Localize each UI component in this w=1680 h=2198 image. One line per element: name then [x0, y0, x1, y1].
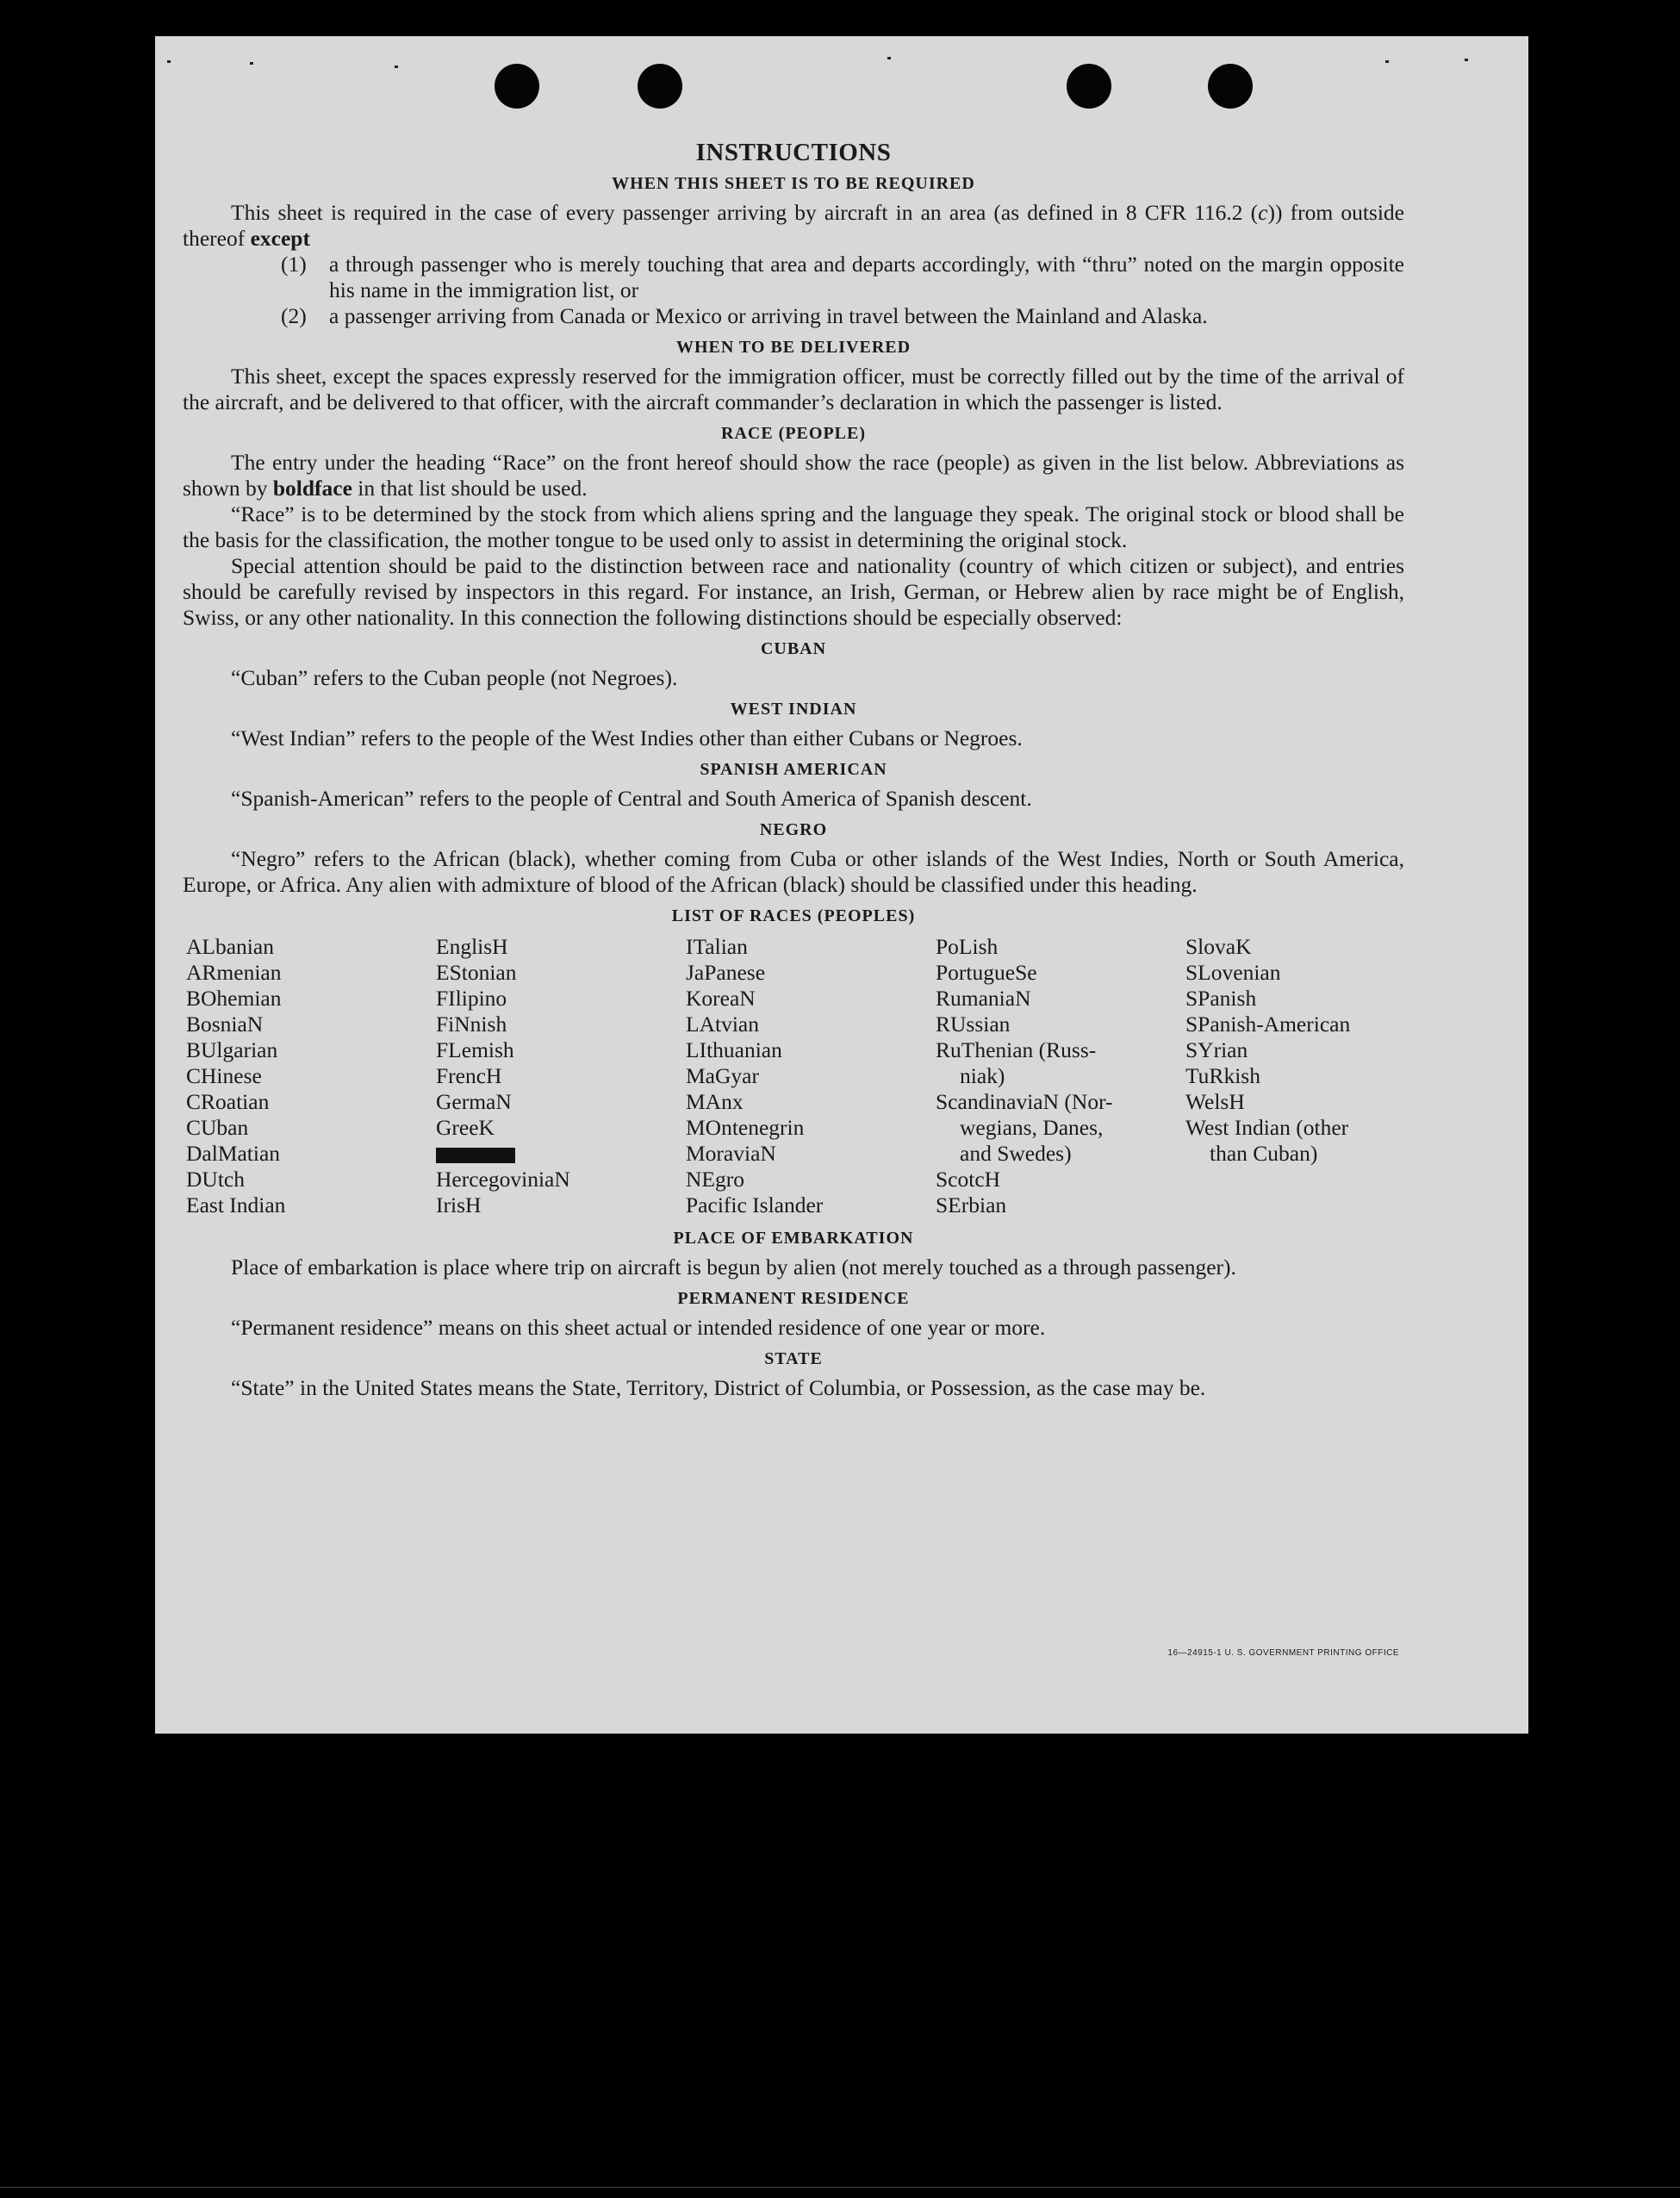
race-entry-redacted — [436, 1141, 686, 1167]
race-entry: CUban — [186, 1115, 249, 1140]
section-heading-state: STATE — [764, 1349, 823, 1368]
race-entry: wegians, Danes, — [960, 1115, 1104, 1140]
races-column — [936, 934, 1185, 1218]
race-entry: WelsH — [1185, 1089, 1245, 1114]
race-entry: ARmenian — [186, 960, 282, 985]
document-page — [155, 36, 1528, 1734]
race-entry: SlovaK — [1185, 934, 1252, 959]
race-entry: FIlipino — [436, 986, 507, 1011]
embarkation-text: Place of embarkation is place where trip on aircraft is begun by alien (not merely touched as a through passenger). — [231, 1255, 1236, 1280]
race-entry: EnglisH — [436, 934, 508, 959]
scan-edge-line — [0, 2187, 1680, 2188]
race-entry: IrisH — [436, 1192, 482, 1217]
speck — [1385, 60, 1389, 63]
race-entry: KoreaN — [686, 986, 756, 1011]
race-entry: PortugueSe — [936, 960, 1037, 985]
race-entry: MaGyar — [686, 1063, 759, 1088]
speck — [887, 57, 891, 59]
race-entry: ITalian — [686, 934, 748, 959]
section-heading-residence: PERMANENT RESIDENCE — [677, 1289, 910, 1308]
race-entry: CHinese — [186, 1063, 262, 1088]
race-entry: BosniaN — [186, 1012, 264, 1037]
section-heading-spanish-american: SPANISH AMERICAN — [700, 760, 887, 779]
race-entry: SPanish — [1185, 986, 1257, 1011]
race-entry: HercegoviniaN — [436, 1167, 570, 1192]
races-column — [686, 934, 936, 1218]
residence-text: “Permanent residence” means on this sheet actual or intended residence of one year or more. — [231, 1315, 1046, 1340]
page-title: INSTRUCTIONS — [695, 139, 892, 166]
required-item-1: (1) a through passenger who is merely touching that area and departs accordingly, with “thru” noted on the margin opposite his name in the immigration list, or — [281, 252, 1404, 302]
race-entry: DUtch — [186, 1167, 245, 1192]
race-entry: GermaN — [436, 1089, 512, 1114]
section-heading-west-indian: WEST INDIAN — [730, 700, 857, 719]
section-heading-delivered: WHEN TO BE DELIVERED — [675, 338, 912, 357]
state-text: “State” in the United States means the State, Territory, District of Columbia, or Possession, as the case may be. — [231, 1375, 1206, 1400]
race-entry: SPanish-American — [1185, 1012, 1351, 1037]
race-paragraph-2: “Race” is to be determined by the stock from which aliens spring and the language they speak. The original stock or blood shall be the basis for the classification, the mother tongue to be used only to assist in determining the original stock. — [183, 501, 1404, 552]
required-item-2: (2) a passenger arriving from Canada or Mexico or arriving in travel between the Mainland and Alaska. — [281, 303, 1208, 328]
race-entry: MAnx — [686, 1089, 744, 1114]
race-paragraph-3: Special attention should be paid to the distinction between race and nationality (country of which citizen or subject), and entries should be carefully revised by inspectors in this regard. For instance, an Irish, German, or Hebrew alien by race might be of English, Swiss, or any other nationality. In this connection the following distinctions should be especially observed: — [183, 553, 1404, 630]
section-heading-cuban: CUBAN — [760, 639, 827, 658]
speck — [167, 60, 171, 63]
punch-hole — [1208, 64, 1253, 109]
race-paragraph-1: The entry under the heading “Race” on the front hereof should show the race (people) as given in the list below. Abbreviations as shown by boldface in that list should be used. — [183, 450, 1404, 501]
section-heading-race: RACE (PEOPLE) — [721, 424, 866, 443]
race-entry: SLovenian — [1185, 960, 1281, 985]
print-code: 16—24915-1 U. S. GOVERNMENT PRINTING OFFICE — [1167, 1648, 1399, 1658]
race-entry: SYrian — [1185, 1037, 1248, 1062]
race-entry: FiNnish — [436, 1012, 507, 1037]
race-entry: GreeK — [436, 1115, 495, 1140]
redaction-mark — [436, 1148, 515, 1163]
race-entry: TuRkish — [1185, 1063, 1260, 1088]
west-indian-text: “West Indian” refers to the people of the West Indies other than either Cubans or Negroes. — [231, 725, 1023, 750]
section-heading-races-list: LIST OF RACES (PEOPLES) — [671, 906, 916, 925]
race-entry: CRoatian — [186, 1089, 270, 1114]
race-entry: JaPanese — [686, 960, 766, 985]
race-entry: West Indian (other — [1185, 1115, 1349, 1140]
race-entry: SErbian — [936, 1192, 1007, 1217]
race-entry: FrencH — [436, 1063, 502, 1088]
races-column — [436, 934, 686, 1218]
race-entry: niak) — [960, 1063, 1005, 1088]
race-entry: FLemish — [436, 1037, 514, 1062]
race-entry: BOhemian — [186, 986, 282, 1011]
race-entry: than Cuban) — [1210, 1141, 1318, 1166]
punch-hole — [495, 64, 539, 109]
punch-hole — [638, 64, 682, 109]
delivered-text: This sheet, except the spaces expressly reserved for the immigration officer, must be correctly filled out by the time of the arrival of the aircraft, and be delivered to that officer, with the aircraft commander’s declaration in which the passenger is listed. — [183, 364, 1404, 414]
race-entry: BUlgarian — [186, 1037, 278, 1062]
race-entry: and Swedes) — [960, 1141, 1072, 1166]
section-heading-negro: NEGRO — [759, 820, 828, 839]
cuban-text: “Cuban” refers to the Cuban people (not Negroes). — [231, 665, 678, 690]
spanish-american-text: “Spanish-American” refers to the people of Central and South America of Spanish descent. — [231, 786, 1032, 811]
race-entry: LAtvian — [686, 1012, 759, 1037]
speck — [395, 65, 398, 68]
race-entry: ScandinaviaN (Nor- — [936, 1089, 1113, 1114]
race-entry: RUssian — [936, 1012, 1011, 1037]
instructions-content — [183, 140, 1404, 1401]
speck — [250, 62, 253, 65]
required-intro: This sheet is required in the case of every passenger arriving by aircraft in an area (as defined in 8 CFR 116.2 (c)) from outside thereof except — [183, 200, 1404, 251]
race-entry: ALbanian — [186, 934, 274, 959]
race-entry: ScotcH — [936, 1167, 1001, 1192]
race-entry: NEgro — [686, 1167, 744, 1192]
race-entry: EStonian — [436, 960, 517, 985]
race-entry: DalMatian — [186, 1141, 281, 1166]
race-entry: MoraviaN — [686, 1141, 776, 1166]
race-entry: East Indian — [186, 1192, 286, 1217]
negro-text: “Negro” refers to the African (black), whether coming from Cuba or other islands of the West Indies, North or South America, Europe, or Africa. Any alien with admixture of blood of the African (black) should be classified under this heading. — [183, 846, 1404, 897]
punch-hole — [1067, 64, 1111, 109]
races-list — [186, 934, 1404, 1218]
races-column — [186, 934, 436, 1218]
speck — [1465, 59, 1468, 61]
section-heading-embarkation: PLACE OF EMBARKATION — [673, 1229, 914, 1248]
races-column — [1185, 934, 1409, 1218]
race-entry: Pacific Islander — [686, 1192, 824, 1217]
race-entry: LIthuanian — [686, 1037, 782, 1062]
race-entry: RuThenian (Russ- — [936, 1037, 1097, 1062]
race-entry: RumaniaN — [936, 986, 1031, 1011]
section-heading-required: WHEN THIS SHEET IS TO BE REQUIRED — [612, 174, 975, 193]
race-entry: MOntenegrin — [686, 1115, 805, 1140]
race-entry: PoLish — [936, 934, 999, 959]
